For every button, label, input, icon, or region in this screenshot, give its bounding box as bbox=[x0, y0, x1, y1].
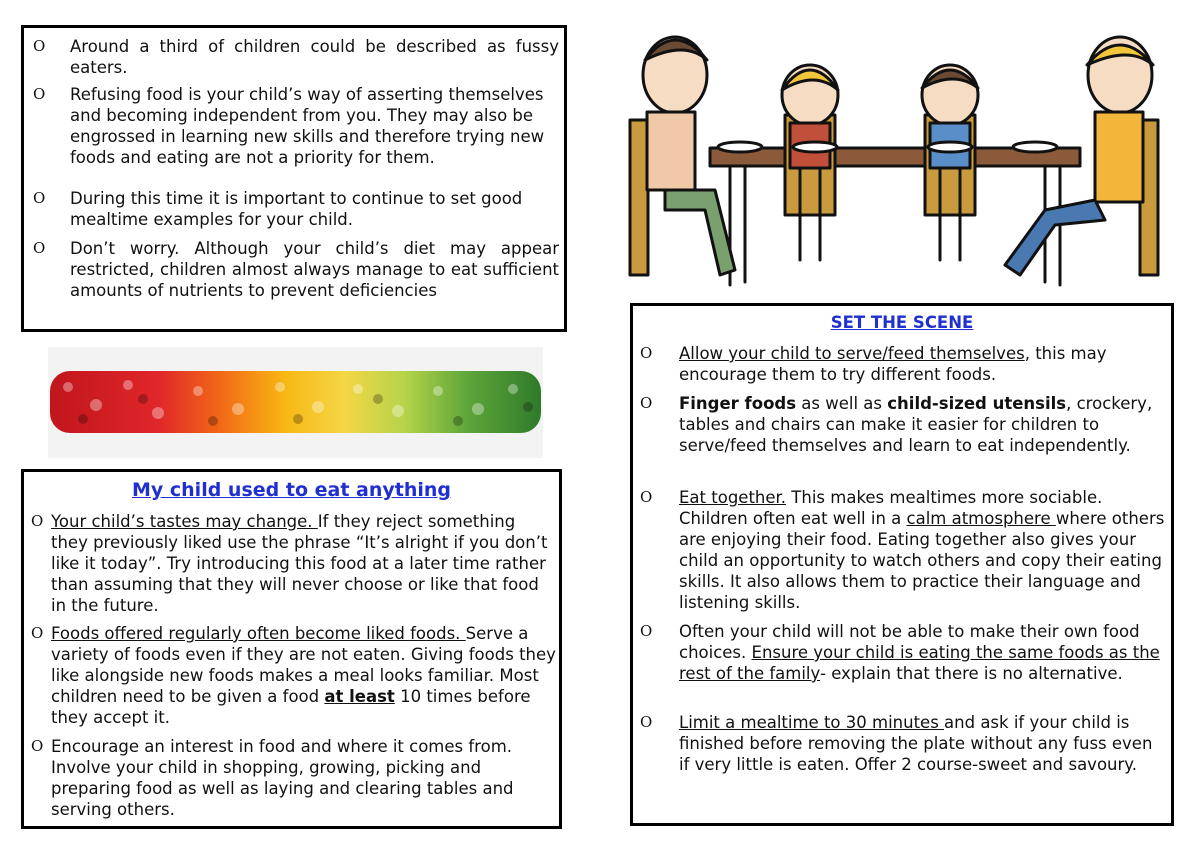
bullet-icon: O bbox=[31, 737, 44, 755]
family-at-table-illustration bbox=[625, 20, 1175, 295]
bullet-icon: O bbox=[33, 85, 46, 103]
fruit-vegetable-rainbow-image bbox=[48, 347, 543, 458]
bullet-icon: O bbox=[31, 624, 44, 642]
section-heading: My child used to eat anything bbox=[131, 479, 451, 501]
bullet-icon: O bbox=[33, 189, 46, 207]
bullet-icon: O bbox=[640, 488, 653, 506]
bullet-icon: O bbox=[31, 512, 44, 530]
bullet-icon: O bbox=[33, 37, 46, 55]
section-heading: SET THE SCENE bbox=[830, 313, 974, 332]
bullet-icon: O bbox=[640, 344, 653, 362]
bullet-icon: O bbox=[640, 394, 653, 412]
bullet-icon: O bbox=[640, 622, 653, 640]
bullet-icon: O bbox=[640, 713, 653, 731]
bullet-icon: O bbox=[33, 239, 46, 257]
